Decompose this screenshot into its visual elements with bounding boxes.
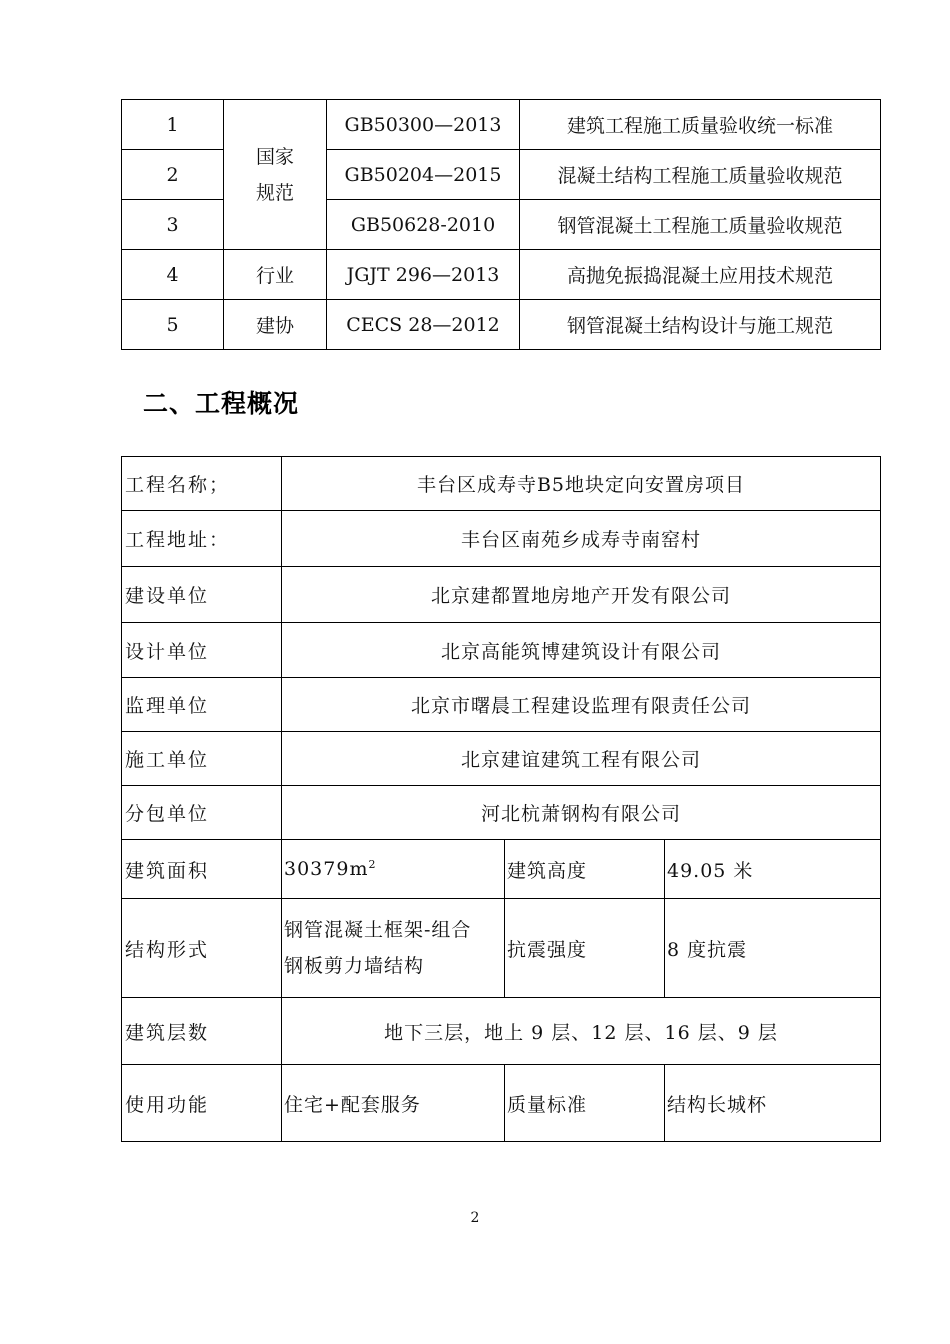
- table-row: [122, 100, 881, 150]
- area-value: [282, 840, 505, 899]
- floors-label: 建筑层数: [122, 998, 282, 1065]
- std-code: CECS 28—2012: [327, 300, 520, 350]
- std-name: 钢管混凝土工程施工质量验收规范: [520, 200, 881, 250]
- page-number: 2: [470, 1210, 480, 1226]
- std-name: 钢管混凝土结构设计与施工规范: [520, 300, 881, 350]
- supervisor-value: 北京市曙晨工程建设监理有限责任公司: [282, 678, 881, 732]
- std-category-line: 规范: [255, 181, 294, 204]
- std-category: 行业: [224, 250, 327, 300]
- std-no: 4: [122, 250, 224, 300]
- structure-value: [282, 899, 505, 998]
- developer-value: 北京建都置地房地产开发有限公司: [282, 567, 881, 623]
- table-row: [122, 511, 881, 567]
- structure-line: 钢板剪力墙结构: [284, 955, 425, 977]
- table-row: [122, 623, 881, 678]
- function-value: 住宅+配套服务: [282, 1065, 505, 1142]
- floors-value: 地下三层，地上 9 层、12 层、16 层、9 层: [282, 998, 881, 1065]
- project-name-value: 丰台区成寿寺B5地块定向安置房项目: [282, 457, 881, 511]
- table-row: [122, 300, 881, 350]
- designer-value: 北京高能筑博建筑设计有限公司: [282, 623, 881, 678]
- std-code: JGJT 296—2013: [327, 250, 520, 300]
- std-name: 建筑工程施工质量验收统一标准: [520, 100, 881, 150]
- contractor-label: 施工单位: [122, 732, 282, 786]
- seismic-value: 8 度抗震: [665, 899, 881, 998]
- table-row: [122, 786, 881, 840]
- address-value: 丰台区南苑乡成寿寺南窑村: [282, 511, 881, 567]
- table-row: [122, 732, 881, 786]
- supervisor-label: 监理单位: [122, 678, 282, 732]
- quality-value: 结构长城杯: [665, 1065, 881, 1142]
- contractor-value: 北京建谊建筑工程有限公司: [282, 732, 881, 786]
- std-name: 高抛免振捣混凝土应用技术规范: [520, 250, 881, 300]
- table-row: [122, 567, 881, 623]
- std-no: 5: [122, 300, 224, 350]
- std-code: GB50300—2013: [327, 100, 520, 150]
- seismic-label: 抗震强度: [505, 899, 665, 998]
- subcontractor-label: 分包单位: [122, 786, 282, 840]
- structure-label: 结构形式: [122, 899, 282, 998]
- std-category-national: [224, 100, 327, 250]
- height-value: 49.05 米: [665, 840, 881, 899]
- section-title: 二、工程概况: [143, 389, 300, 418]
- table-row: [122, 899, 881, 998]
- structure-line: 钢管混凝土框架-组合: [284, 919, 472, 941]
- table-row: [122, 457, 881, 511]
- table-row: [122, 678, 881, 732]
- std-no: 1: [122, 100, 224, 150]
- designer-label: 设计单位: [122, 623, 282, 678]
- std-code: GB50204—2015: [327, 150, 520, 200]
- area-number: 30379m: [284, 858, 369, 880]
- std-no: 2: [122, 150, 224, 200]
- std-no: 3: [122, 200, 224, 250]
- height-label: 建筑高度: [505, 840, 665, 899]
- table-row: [122, 840, 881, 899]
- quality-label: 质量标准: [505, 1065, 665, 1142]
- project-name-label: 工程名称；: [122, 457, 282, 511]
- std-category: 建协: [224, 300, 327, 350]
- table-row: [122, 250, 881, 300]
- project-overview-table: [121, 456, 881, 1142]
- area-label: 建筑面积: [122, 840, 282, 899]
- area-unit-superscript: 2: [368, 858, 377, 871]
- std-code: GB50628-2010: [327, 200, 520, 250]
- subcontractor-value: 河北杭萧钢构有限公司: [282, 786, 881, 840]
- std-name: 混凝土结构工程施工质量验收规范: [520, 150, 881, 200]
- table-row: [122, 998, 881, 1065]
- address-label: 工程地址：: [122, 511, 282, 567]
- function-label: 使用功能: [122, 1065, 282, 1142]
- table-row: [122, 1065, 881, 1142]
- standards-table: [121, 99, 881, 350]
- std-category-line: 国家: [255, 145, 294, 168]
- developer-label: 建设单位: [122, 567, 282, 623]
